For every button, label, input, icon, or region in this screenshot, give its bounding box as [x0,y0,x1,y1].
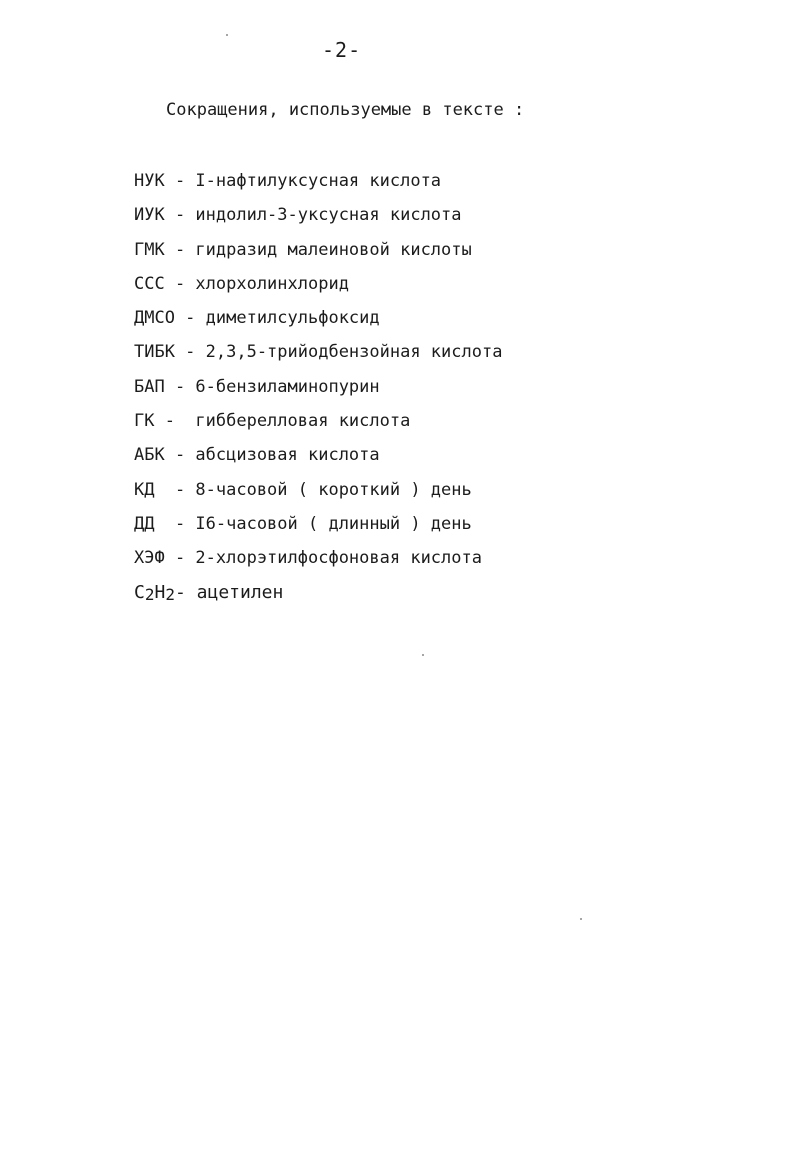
abbreviation-list [134,168,502,614]
abbreviation-item: ТИБК - 2,3,5-трийодбензойная кислота [134,342,503,363]
formula-hydrogen: H [154,581,166,603]
abbreviation-item: ХЭФ - 2-хлорэтилфосфоновая кислота [134,548,482,569]
abbreviation-item: ССС - хлорхолинхлорид [134,273,349,294]
scan-speck [422,654,424,656]
abbreviation-item: ДМСО - диметилсульфоксид [134,308,380,329]
scan-speck [226,34,228,36]
abbreviation-item: НУК - I-нафтилуксусная кислота [134,171,442,191]
abbreviation-item: ГМК - гидразид малеиновой кислоты [134,239,472,260]
abbreviation-item: ДД - I6-часовой ( длинный ) день [134,513,472,534]
scan-speck [580,918,582,920]
formula-subscript-carbon: 2 [144,584,155,604]
abbreviation-item: ИУК - индолил-3-уксусная кислота [134,205,462,226]
page-heading: Сокращения, используемые в тексте : [166,100,525,120]
abbreviation-item-acetylene [134,580,502,614]
formula-description: - ацетилен [174,581,284,603]
formula-subscript-hydrogen: 2 [165,584,175,604]
formula-carbon: C [134,581,145,603]
abbreviation-item: БАП - 6-бензиламинопурин [134,376,380,397]
abbreviation-item: КД - 8-часовой ( короткий ) день [134,479,472,500]
abbreviation-item: ГК - гибберелловая кислота [134,411,411,432]
abbreviation-item: АБК - абсцизовая кислота [134,445,380,466]
page-number: -2- [322,38,362,62]
